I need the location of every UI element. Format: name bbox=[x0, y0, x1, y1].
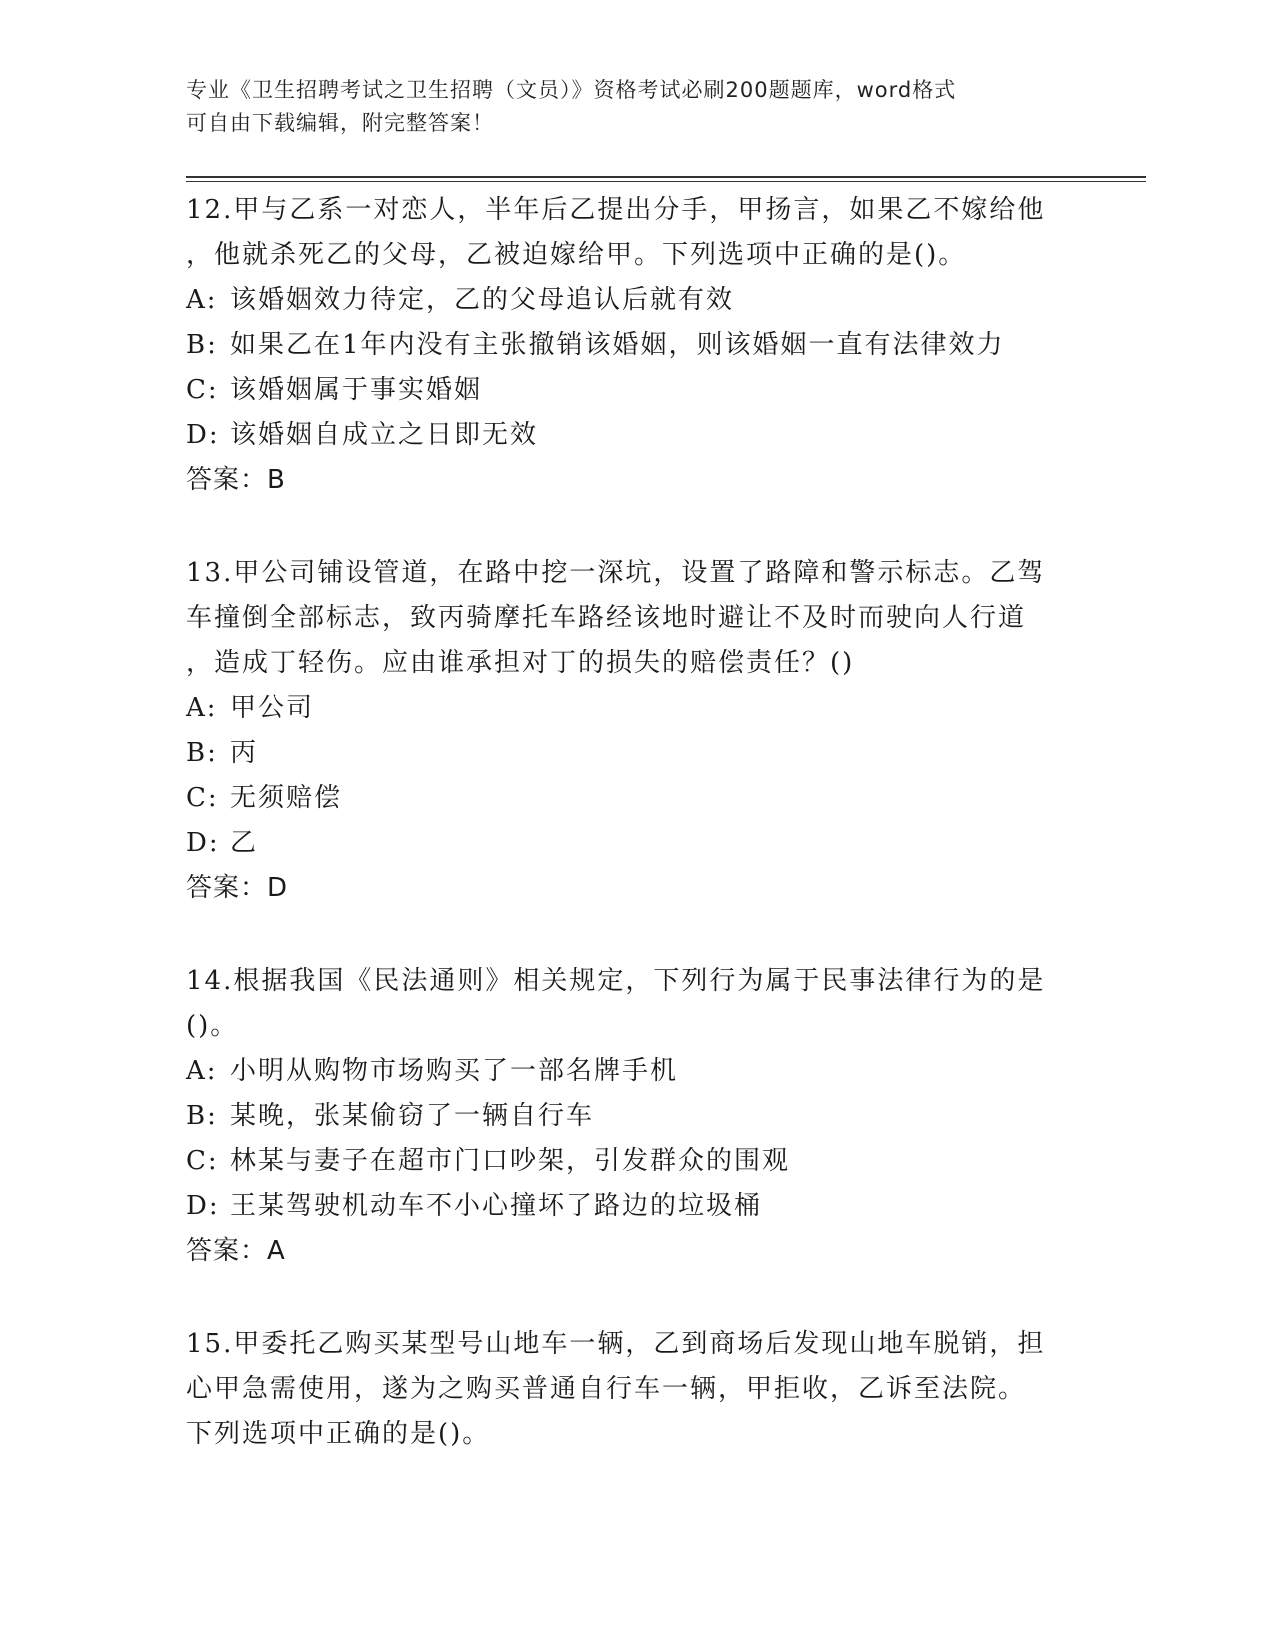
option-key: A: bbox=[186, 1056, 218, 1086]
option-d bbox=[186, 821, 1086, 866]
question-13 bbox=[186, 551, 1086, 911]
option-text: 乙 bbox=[230, 828, 259, 858]
option-text: 该婚姻自成立之日即无效 bbox=[230, 420, 539, 450]
document-header bbox=[186, 74, 1076, 140]
question-stem-line: 12.甲与乙系一对恋人，半年后乙提出分手，甲扬言，如果乙不嫁给他 bbox=[186, 195, 1046, 225]
header-line-1: 专业《卫生招聘考试之卫生招聘（文员）》资格考试必刷200题题库，word格式 bbox=[186, 78, 957, 102]
option-key: C: bbox=[186, 783, 219, 813]
question-stem-line: ()。 bbox=[186, 1011, 239, 1041]
question-12 bbox=[186, 188, 1086, 503]
option-text: 该婚姻属于事实婚姻 bbox=[230, 375, 483, 405]
option-key: D: bbox=[186, 828, 220, 858]
option-key: D: bbox=[186, 1191, 220, 1221]
header-divider-thick bbox=[186, 176, 1146, 178]
option-key: C: bbox=[186, 375, 219, 405]
option-text: 林某与妻子在超市门口吵架，引发群众的围观 bbox=[230, 1146, 791, 1176]
option-text: 小明从购物市场购买了一部名牌手机 bbox=[230, 1056, 679, 1086]
option-c bbox=[186, 368, 1086, 413]
header-divider-thin bbox=[186, 181, 1146, 182]
option-a bbox=[186, 1049, 1086, 1094]
option-b bbox=[186, 731, 1086, 776]
option-key: C: bbox=[186, 1146, 219, 1176]
option-text: 该婚姻效力待定，乙的父母追认后就有效 bbox=[230, 285, 735, 315]
answer-label: 答案：D bbox=[186, 873, 289, 903]
question-stem-line: 14.根据我国《民法通则》相关规定，下列行为属于民事法律行为的是 bbox=[186, 966, 1046, 996]
option-text: 甲公司 bbox=[230, 693, 315, 723]
question-stem-line: 心甲急需使用，遂为之购买普通自行车一辆，甲拒收，乙诉至法院。 bbox=[186, 1374, 1027, 1404]
option-key: A: bbox=[186, 285, 218, 315]
option-c bbox=[186, 776, 1086, 821]
question-stem-line: 车撞倒全部标志，致丙骑摩托车路经该地时避让不及时而驶向人行道 bbox=[186, 603, 1027, 633]
option-b bbox=[186, 323, 1086, 368]
question-stem-line: ，造成丁轻伤。应由谁承担对丁的损失的赔偿责任？() bbox=[186, 648, 855, 678]
question-stem-line: ，他就杀死乙的父母，乙被迫嫁给甲。下列选项中正确的是()。 bbox=[186, 240, 967, 270]
question-list bbox=[186, 188, 1086, 1505]
option-c bbox=[186, 1139, 1086, 1184]
header-line-2: 可自由下载编辑，附完整答案！ bbox=[186, 111, 494, 135]
option-b bbox=[186, 1094, 1086, 1139]
option-key: B: bbox=[186, 330, 218, 360]
question-stem-line: 下列选项中正确的是()。 bbox=[186, 1419, 491, 1449]
option-a bbox=[186, 686, 1086, 731]
option-d bbox=[186, 413, 1086, 458]
option-text: 王某驾驶机动车不小心撞坏了路边的垃圾桶 bbox=[230, 1191, 763, 1221]
option-key: A: bbox=[186, 693, 218, 723]
option-text: 无须赔偿 bbox=[230, 783, 343, 813]
answer-label: 答案：B bbox=[186, 465, 286, 495]
question-15 bbox=[186, 1322, 1086, 1457]
option-key: B: bbox=[186, 1101, 218, 1131]
option-key: D: bbox=[186, 420, 220, 450]
option-text: 某晚，张某偷窃了一辆自行车 bbox=[230, 1101, 595, 1131]
question-stem-line: 13.甲公司铺设管道，在路中挖一深坑，设置了路障和警示标志。乙驾 bbox=[186, 558, 1046, 588]
option-a bbox=[186, 278, 1086, 323]
option-text: 丙 bbox=[230, 738, 259, 768]
question-14 bbox=[186, 959, 1086, 1274]
option-key: B: bbox=[186, 738, 218, 768]
answer-label: 答案：A bbox=[186, 1236, 286, 1266]
option-text: 如果乙在1年内没有主张撤销该婚姻，则该婚姻一直有法律效力 bbox=[230, 330, 1005, 360]
question-stem-line: 15.甲委托乙购买某型号山地车一辆，乙到商场后发现山地车脱销，担 bbox=[186, 1329, 1046, 1359]
option-d bbox=[186, 1184, 1086, 1229]
